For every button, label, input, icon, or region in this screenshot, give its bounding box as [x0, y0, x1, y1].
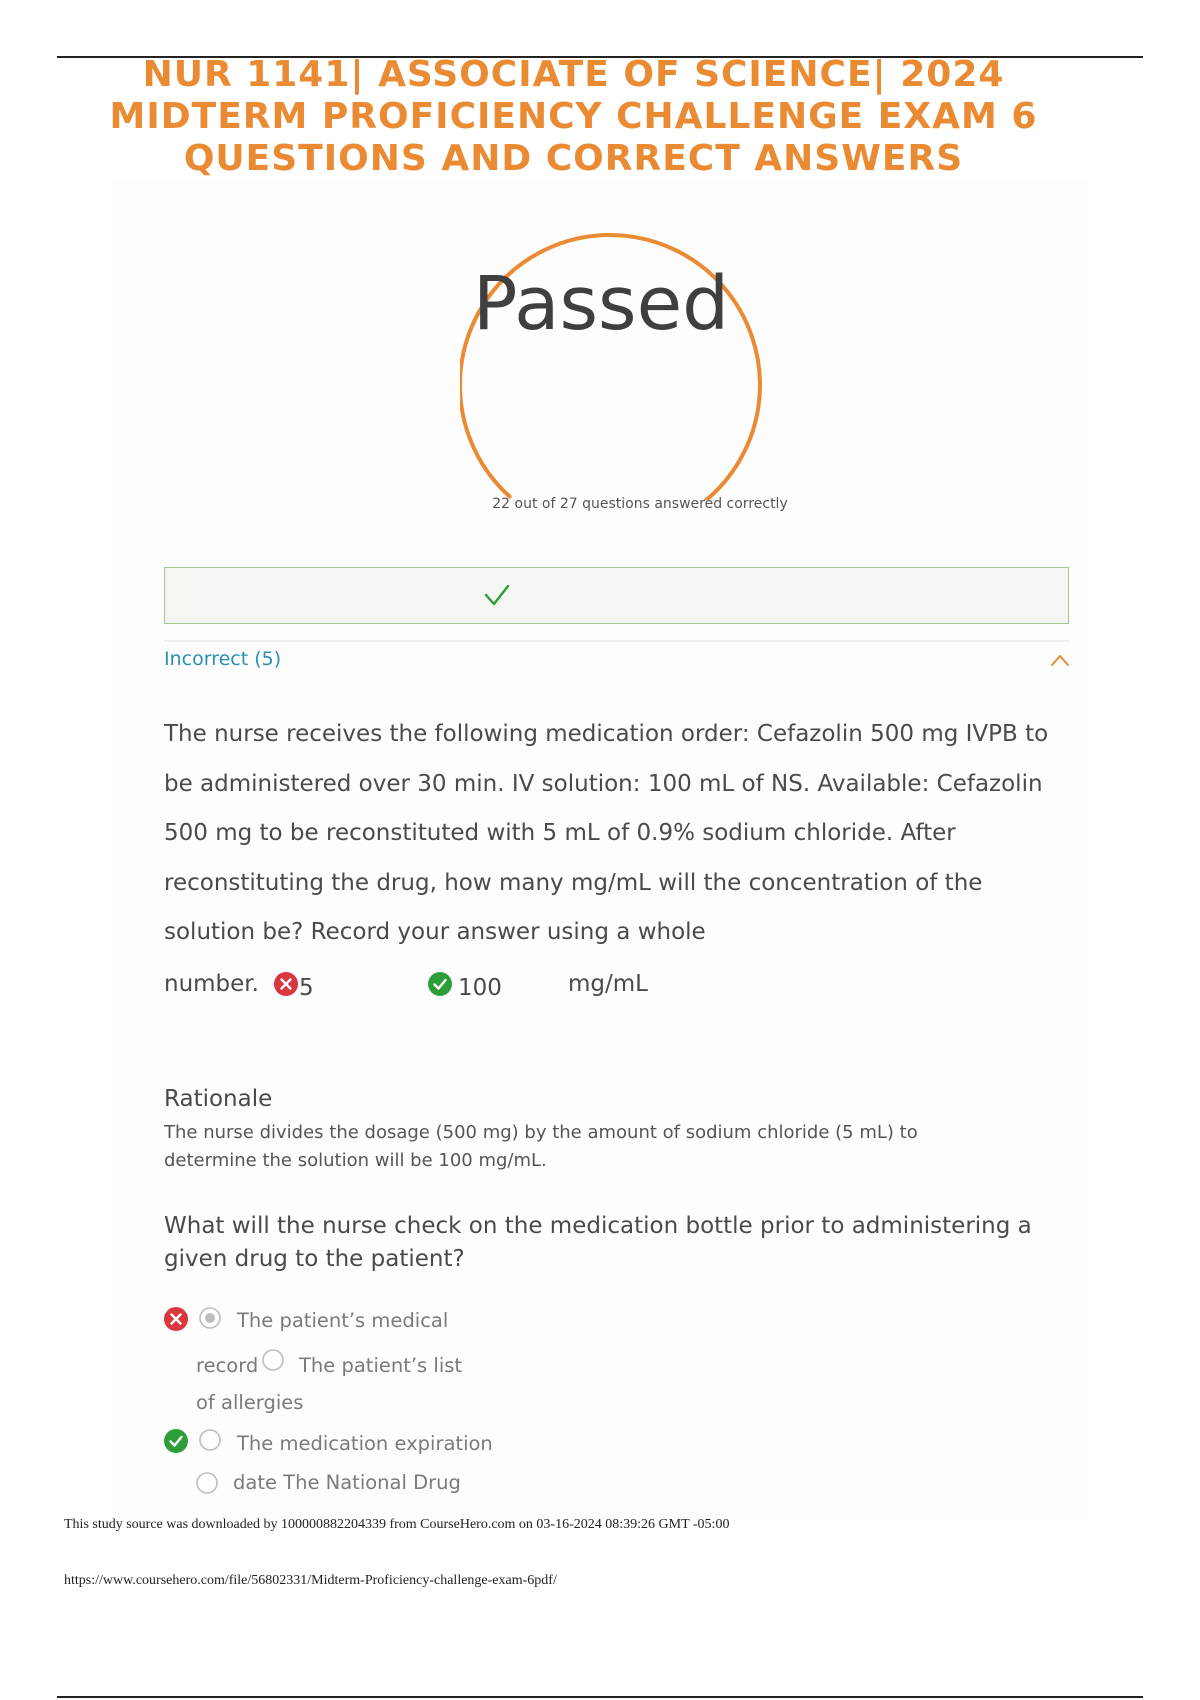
pass-status: Passed [472, 261, 730, 347]
incorrect-x-icon [274, 972, 298, 996]
option-text[interactable]: of allergies [196, 1391, 304, 1414]
source-url[interactable]: https://www.coursehero.com/file/56802331/Midterm-Proficiency-challenge-exam-6pdf/ [64, 1573, 557, 1588]
question-1-line: be administered over 30 min. IV solution: 100 mL of NS. Available: Cefazolin [164, 770, 1043, 797]
radio-unselected-icon[interactable] [262, 1349, 284, 1371]
answer-unit: mg/mL [568, 971, 648, 997]
user-answer-value: 5 [299, 975, 314, 1001]
option-text[interactable]: The medication expiration [237, 1432, 493, 1455]
question-1-text [164, 710, 1069, 958]
question-1-lead: number. [164, 971, 259, 997]
rationale-text [164, 1119, 1024, 1175]
radio-unselected-icon[interactable] [196, 1472, 218, 1494]
pass-banner [164, 567, 1069, 624]
incorrect-x-icon [164, 1307, 188, 1331]
chevron-up-icon[interactable] [1050, 653, 1070, 667]
option-text[interactable]: date The National Drug [233, 1471, 461, 1494]
correct-check-icon [164, 1429, 188, 1453]
download-note: This study source was downloaded by 100000882204339 from CourseHero.com on 03-16-2024 08:39:26 GMT -05:00 [64, 1517, 730, 1532]
question-1-line: solution be? Record your answer using a whole [164, 919, 706, 945]
option-text[interactable]: The patient’s medical [237, 1309, 449, 1332]
question-2-line: given drug to the patient? [164, 1246, 465, 1272]
question-1-line: 500 mg to be reconstituted with 5 mL of 0.9% sodium chloride. After [164, 820, 956, 846]
title-line-1: NUR 1141| ASSOCIATE OF SCIENCE| 2024 [142, 54, 1005, 95]
title-line-2: MIDTERM PROFICIENCY CHALLENGE EXAM 6 [109, 96, 1038, 137]
option-text[interactable]: record [196, 1354, 259, 1377]
title-line-3: QUESTIONS AND CORRECT ANSWERS [183, 138, 964, 179]
correct-check-icon [428, 972, 452, 996]
option-text[interactable]: The patient’s list [299, 1354, 463, 1377]
question-2-text [164, 1210, 1069, 1276]
radio-unselected-icon[interactable] [199, 1429, 221, 1451]
document-title [60, 54, 1087, 180]
rationale-line: determine the solution will be 100 mg/mL. [164, 1150, 547, 1171]
accordion-divider [164, 640, 1069, 642]
rationale-heading: Rationale [164, 1086, 273, 1112]
checkmark-icon [483, 582, 511, 608]
bottom-rule [57, 1696, 1143, 1698]
score-caption: 22 out of 27 questions answered correctly [492, 496, 788, 512]
incorrect-accordion-toggle[interactable]: Incorrect (5) [164, 648, 282, 670]
radio-selected-icon[interactable] [199, 1307, 221, 1329]
rationale-line: The nurse divides the dosage (500 mg) by the amount of sodium chloride (5 mL) to [164, 1122, 918, 1143]
question-1-line: The nurse receives the following medication order: Cefazolin 500 mg IVPB to [164, 721, 1049, 747]
question-1-line: reconstituting the drug, how many mg/mL will the concentration of the [164, 869, 983, 896]
correct-answer-value: 100 [458, 975, 502, 1001]
question-2-line: What will the nurse check on the medication bottle prior to administering a [164, 1213, 1032, 1239]
